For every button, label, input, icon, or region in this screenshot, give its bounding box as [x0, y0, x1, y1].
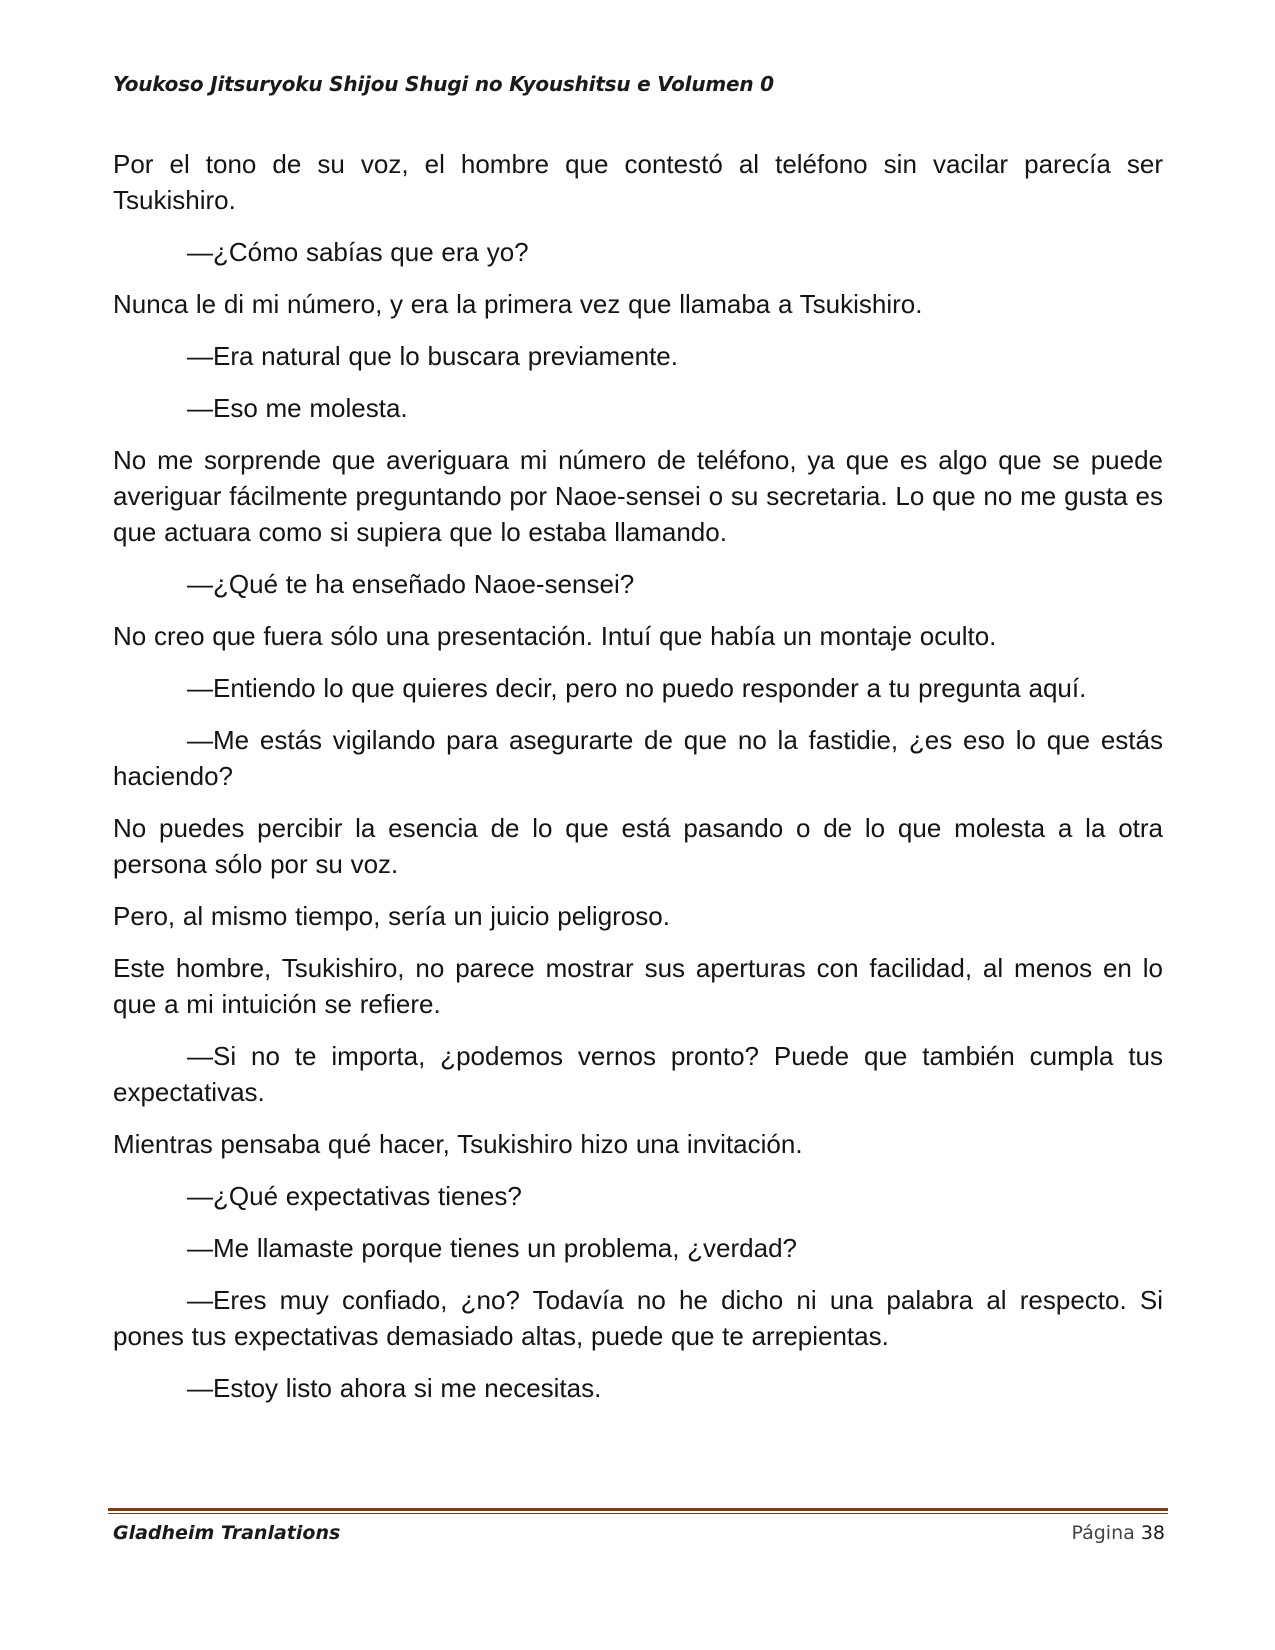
paragraph-9: —Entiendo lo que quieres decir, pero no puedo responder a tu pregunta aquí. — [187, 673, 1087, 703]
page-label: Página — [1071, 1522, 1135, 1544]
paragraph-19: —Estoy listo ahora si me necesitas. — [187, 1373, 602, 1403]
paragraph-5: —Eso me molesta. — [187, 393, 408, 423]
paragraph-1: Por el tono de su voz, el hombre que contestó al teléfono sin vacilar parecía ser Tsukishiro. — [113, 149, 1163, 215]
running-header: Youkoso Jitsuryoku Shijou Shugi no Kyoushitsu e Volumen 0 — [113, 72, 774, 96]
paragraph-11: No puedes percibir la esencia de lo que está pasando o de lo que molesta a la otra persona sólo por su voz. — [113, 813, 1163, 879]
paragraph-17: —Me llamaste porque tienes un problema, ¿verdad? — [187, 1233, 797, 1263]
paragraph-14: —Si no te importa, ¿podemos vernos pronto? Puede que también cumpla tus expectativas. — [113, 1041, 1163, 1107]
footer-rule-thin — [108, 1513, 1168, 1514]
paragraph-6: No me sorprende que averiguara mi número de teléfono, ya que es algo que se puede averiguar fácilmente preguntando por Naoe-sensei o su secretaria. Lo que no me gusta es que actuara como si supiera que lo estaba llamando. — [113, 445, 1163, 547]
paragraph-4: —Era natural que lo buscara previamente. — [187, 341, 678, 371]
paragraph-18: —Eres muy confiado, ¿no? Todavía no he dicho ni una palabra al respecto. Si pones tus expectativas demasiado altas, puede que te arrepientas. — [113, 1285, 1163, 1351]
page-body — [113, 146, 1163, 1422]
paragraph-2: —¿Cómo sabías que era yo? — [187, 237, 529, 267]
paragraph-13: Este hombre, Tsukishiro, no parece mostrar sus aperturas con facilidad, al menos en lo que a mi intuición se refiere. — [113, 953, 1163, 1019]
paragraph-12: Pero, al mismo tiempo, sería un juicio peligroso. — [113, 901, 670, 931]
paragraph-3: Nunca le di mi número, y era la primera vez que llamaba a Tsukishiro. — [113, 289, 923, 319]
paragraph-16: —¿Qué expectativas tienes? — [187, 1181, 522, 1211]
paragraph-7: —¿Qué te ha enseñado Naoe-sensei? — [187, 569, 635, 599]
footer-rule — [108, 1508, 1168, 1511]
paragraph-8: No creo que fuera sólo una presentación. Intuí que había un montaje oculto. — [113, 621, 997, 651]
page-number — [1071, 1522, 1165, 1544]
footer-credit: Gladheim Tranlations — [113, 1522, 341, 1544]
paragraph-10: —Me estás vigilando para asegurarte de que no la fastidie, ¿es eso lo que estás haciendo? — [113, 725, 1163, 791]
page-number-value: 38 — [1140, 1522, 1165, 1544]
paragraph-15: Mientras pensaba qué hacer, Tsukishiro hizo una invitación. — [113, 1129, 803, 1159]
